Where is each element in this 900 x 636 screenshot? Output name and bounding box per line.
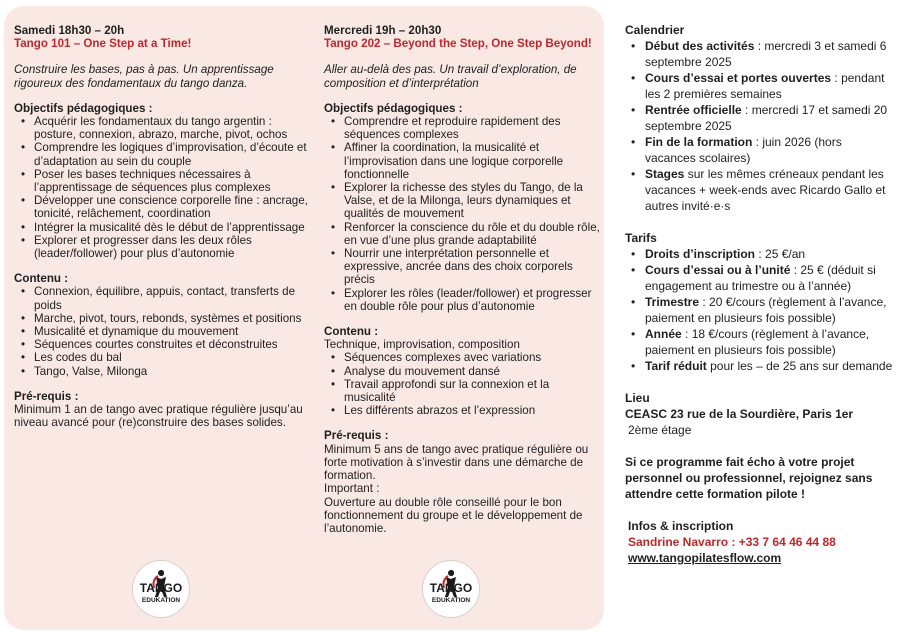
tango-202-column	[324, 24, 600, 535]
dancers-icon	[134, 562, 188, 616]
objectives-heading: Objectifs pédagogiques :	[14, 101, 153, 115]
list-item: • Les codes du bal	[14, 351, 314, 364]
objectives-list	[14, 115, 314, 260]
important-text: Ouverture au double rôle conseillé pour le bon fonctionnement du groupe et le développement de l’autonomie.	[324, 495, 583, 535]
list-item: • Intégrer la musicalité dès le début de l’apprentissage	[14, 221, 314, 234]
important-label: Important :	[324, 482, 380, 496]
svg-text:TANGO: TANGO	[139, 581, 183, 595]
list-item: • Explorer les rôles (leader/follower) et progresser en double rôle pour plus d’autonomie	[324, 287, 600, 313]
course-intro-202: Aller au-delà des pas. Un travail d’exploration, de composition et d’interprétation	[324, 63, 577, 90]
list-item: • Comprendre et reproduire rapidement des séquences complexes	[324, 115, 600, 141]
list-item: • Musicalité et dynamique du mouvement	[14, 325, 314, 338]
content-list	[14, 285, 314, 377]
list-item: • Année : 18 €/cours (règlement à l’avance, paiement en plusieurs fois possible)	[625, 326, 895, 358]
location-address: CEASC 23 rue de la Sourdière, Paris 1er	[625, 407, 854, 421]
list-item: • Stages sur les mêmes créneaux pendant les vacances + week-ends avec Ricardo Gallo et autres invité·e·s	[625, 166, 895, 214]
list-item: • Explorer la richesse des styles du Tango, de la Valse, et de la Milonga, leurs dynamiques et qualités de mouvement	[324, 181, 600, 221]
practical-info-column	[625, 22, 895, 566]
svg-text:EDUKATION: EDUKATION	[431, 597, 471, 604]
list-item: • Explorer et progresser dans les deux rôles (leader/follower) pour plus d’autonomie	[14, 234, 314, 260]
list-item: • Tarif réduit pour les – de 25 ans sur demande	[625, 358, 895, 374]
calendar-heading: Calendrier	[625, 23, 685, 37]
dancers-icon	[424, 562, 478, 616]
list-item: • Connexion, équilibre, appuis, contact, transferts de poids	[14, 285, 314, 311]
list-item: • Début des activités : mercredi 3 et samedi 6 septembre 2025	[625, 38, 895, 70]
pricing-list	[625, 246, 895, 374]
pricing-heading: Tarifs	[625, 231, 657, 245]
prerequisites-heading: Pré-requis :	[14, 389, 79, 403]
svg-text:TANGO: TANGO	[429, 581, 473, 595]
website-link[interactable]: www.tangopilatesflow.com	[628, 551, 782, 565]
list-item: • Cours d’essai et portes ouvertes : pendant les 2 premières semaines	[625, 70, 895, 102]
list-item: • Fin de la formation : juin 2026 (hors vacances scolaires)	[625, 134, 895, 166]
content-list	[324, 351, 600, 417]
session-time-saturday: Samedi 18h30 – 20h	[14, 24, 125, 37]
list-item: • Renforcer la conscience du rôle et du double rôle, en vue d’une plus grande adaptabilité	[324, 221, 600, 247]
course-intro-101: Construire les bases, pas à pas. Un apprentissage rigoureux des fondamentaux du tango danza.	[14, 63, 274, 90]
list-item: • Rentrée officielle : mercredi 17 et samedi 20 septembre 2025	[625, 102, 895, 134]
location-heading: Lieu	[625, 391, 650, 405]
tango-101-column	[14, 24, 314, 429]
course-title-202: Tango 202 – Beyond the Step, One Step Beyond!	[324, 37, 592, 51]
prerequisites-text: Minimum 5 ans de tango avec pratique régulière ou forte motivation à s’investir dans une démarche de formation.	[324, 442, 589, 483]
list-item: • Comprendre les logiques d’improvisation, d’écoute et d’adaptation au sein du couple	[14, 141, 314, 167]
list-item: • Nourrir une interprétation personnelle et expressive, ancrée dans des choix corporels précis	[324, 247, 600, 287]
list-item: • Acquérir les fondamentaux du tango argentin : posture, connexion, abrazo, marche, pivot, ochos	[14, 115, 314, 141]
location-floor: 2ème étage	[628, 423, 692, 437]
content-intro: Technique, improvisation, composition	[324, 338, 520, 352]
course-title-101: Tango 101 – One Step at a Time!	[14, 37, 192, 51]
tango-edukation-logo	[132, 560, 190, 618]
calendar-list	[625, 38, 895, 214]
list-item: • Affiner la coordination, la musicalité et l’improvisation dans une logique corporelle fonctionnelle	[324, 141, 600, 181]
list-item: • Cours d’essai ou à l’unité : 25 € (déduit si engagement au trimestre ou à l’année)	[625, 262, 895, 294]
list-item: • Analyse du mouvement dansé	[324, 365, 600, 378]
objectives-list	[324, 115, 600, 313]
session-time-wednesday: Mercredi 19h – 20h30	[324, 24, 442, 37]
prerequisites-text: Minimum 1 an de tango avec pratique régulière jusqu’au niveau avancé pour (re)construire des bases solides.	[14, 403, 303, 430]
content-heading: Contenu :	[324, 325, 379, 339]
prerequisites-heading: Pré-requis :	[324, 429, 389, 443]
contact-phone[interactable]: Sandrine Navarro : +33 7 64 46 44 88	[628, 535, 836, 549]
tango-edukation-logo	[422, 560, 480, 618]
svg-text:EDUKATION: EDUKATION	[141, 597, 181, 604]
list-item: • Droits d’inscription : 25 €/an	[625, 246, 895, 262]
list-item: • Trimestre : 20 €/cours (règlement à l’avance, paiement en plusieurs fois possible)	[625, 294, 895, 326]
list-item: • Tango, Valse, Milonga	[14, 365, 314, 378]
list-item: • Marche, pivot, tours, rebonds, systèmes et positions	[14, 312, 314, 325]
list-item: • Poser les bases techniques nécessaires à l’apprentissage de séquences plus complexes	[14, 168, 314, 194]
objectives-heading: Objectifs pédagogiques :	[324, 101, 463, 115]
info-heading: Infos & inscription	[628, 519, 734, 533]
list-item: • Séquences courtes construites et déconstruites	[14, 338, 314, 351]
list-item: • Les différents abrazos et l’expression	[324, 404, 600, 417]
list-item: • Développer une conscience corporelle fine : ancrage, tonicité, relâchement, coordination	[14, 194, 314, 220]
list-item: • Travail approfondi sur la connexion et la musicalité	[324, 378, 600, 404]
list-item: • Séquences complexes avec variations	[324, 351, 600, 364]
content-heading: Contenu :	[14, 272, 69, 286]
closing-message: Si ce programme fait écho à votre projet personnel ou professionnel, rejoignez sans attendre cette formation pilote !	[625, 455, 873, 501]
